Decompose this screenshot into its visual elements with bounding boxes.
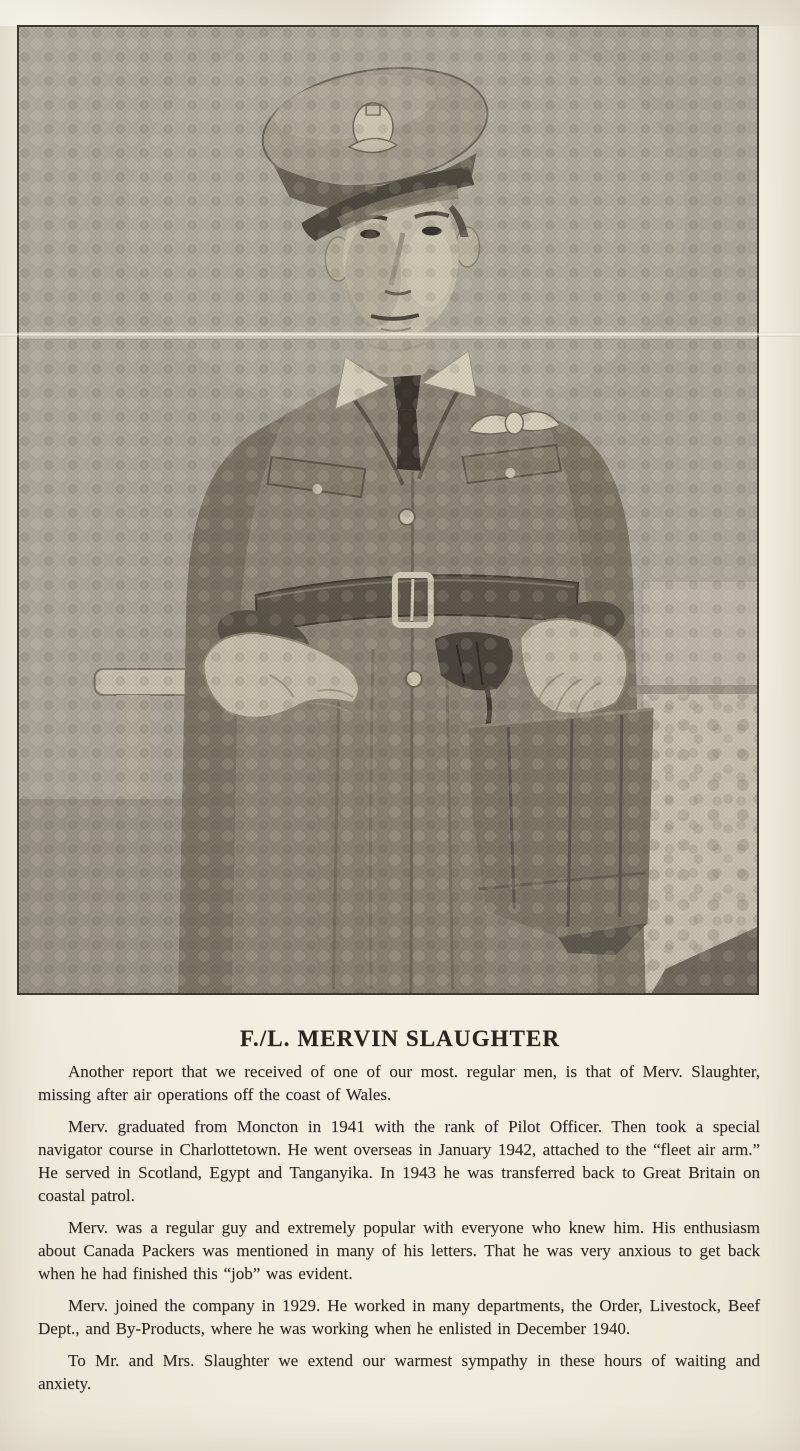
paper-wrinkle xyxy=(0,0,800,26)
article-paragraph-3: Merv. was a regular guy and extremely popular with everyone who knew him. His enthusiasm about Canada Packers was mentioned in many of his letters. That he was very anxious to get back when he had finished this “job” was evident. xyxy=(38,1218,760,1283)
article-title: F./L. MERVIN SLAUGHTER xyxy=(239,1026,561,1051)
article-paragraph-4: Merv. joined the company in 1929. He worked in many departments, the Order, Livestock, Beef Dept., and By-Products, where he was working when he enlisted in December 1940. xyxy=(38,1296,760,1338)
article-paragraph-1: Another report that we received of one of our most. regular men, is that of Merv. Slaughter, missing after air operations off the coast of Wales. xyxy=(38,1062,760,1104)
article-paragraph-2: Merv. graduated from Moncton in 1941 with the rank of Pilot Officer. Then took a special navigator course in Charlottetown. He went overseas in January 1942, attached to the “fleet air arm.” He served in Scotland, Egypt and Tanganyika. In 1943 he was transferred back to Great Britain on coastal patrol. xyxy=(38,1117,760,1205)
halftone-texture xyxy=(19,27,757,993)
portrait-photo xyxy=(17,25,759,995)
article-body xyxy=(38,1060,760,1404)
article-paragraph-5: To Mr. and Mrs. Slaughter we extend our warmest sympathy in these hours of waiting and anxiety. xyxy=(38,1351,760,1393)
portrait-illustration xyxy=(19,27,757,993)
